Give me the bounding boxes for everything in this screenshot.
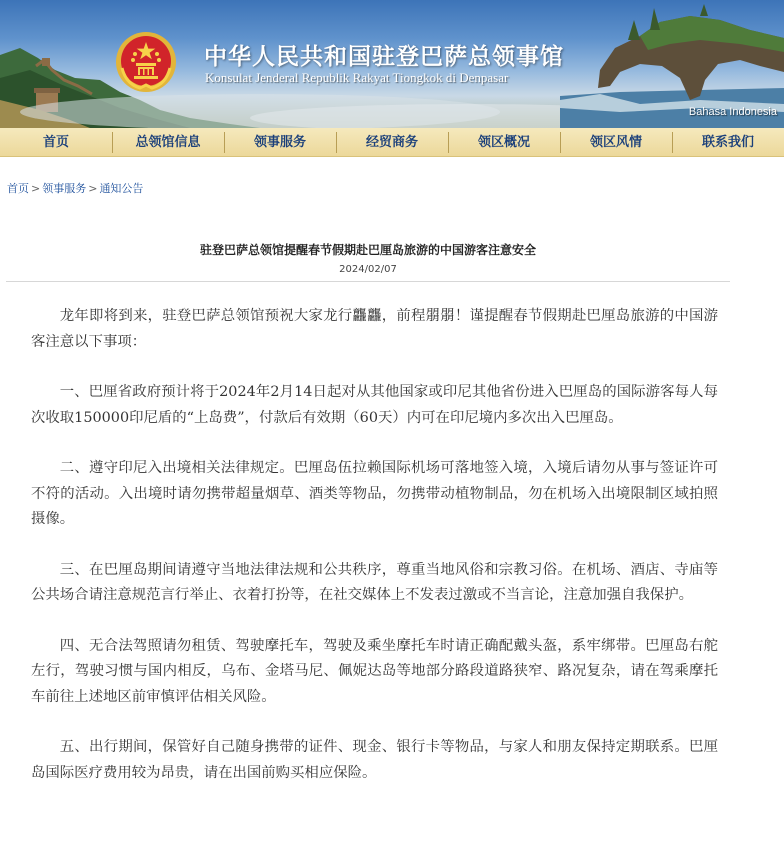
breadcrumb-home[interactable]: 首页: [7, 182, 29, 195]
breadcrumb: [7, 180, 143, 196]
header-banner: [0, 0, 784, 128]
nav-item-economy-trade[interactable]: 经贸商务: [336, 128, 448, 156]
nav-item-district-culture[interactable]: 领区风情: [560, 128, 672, 156]
article-paragraph: 二、遵守印尼入出境相关法律规定。巴厘岛伍拉赖国际机场可落地签入境，入境后请勿从事与签证许可不符的活动。入出境时请勿携带超量烟草、酒类等物品，勿携带动植物制品，勿在机场入出境限制区域拍照摄像。: [31, 460, 718, 527]
breadcrumb-separator: >: [88, 182, 98, 195]
breadcrumb-notices[interactable]: 通知公告: [99, 182, 144, 195]
main-nav: [0, 128, 784, 157]
article-paragraph: 四、无合法驾照请勿租赁、驾驶摩托车，驾驶及乘坐摩托车时请正确配戴头盔，系牢绑带。巴厘岛右舵左行，驾驶习惯与国内相反，乌布、金塔马尼、佩妮达岛等地部分路段道路狭窄、路况复杂，请在驾乘摩托车前往上述地区前审慎评估相关风险。: [31, 637, 718, 705]
title-divider: [6, 281, 730, 282]
article-title: 驻登巴萨总领馆提醒春节假期赴巴厘岛旅游的中国游客注意安全: [199, 243, 536, 257]
nav-item-district-overview[interactable]: 领区概况: [448, 128, 560, 156]
article-paragraph: 三、在巴厘岛期间请遵守当地法律法规和公共秩序，尊重当地风俗和宗教习俗。在机场、酒店、寺庙等公共场合请注意规范言行举止、衣着打扮等，在社交媒体上不发表过激或不当言论，注意加强自我保护。: [31, 561, 718, 603]
consulate-title-indonesian: Konsulat Jenderal Republik Rakyat Tiongkok di Denpasar: [205, 70, 509, 85]
national-emblem-icon: [114, 30, 178, 94]
article-paragraph: 龙年即将到来，驻登巴萨总领馆预祝大家龙行龘龘，前程朤朤！谨提醒春节假期赴巴厘岛旅游的中国游客注意以下事项：: [31, 308, 718, 350]
nav-item-consular-services[interactable]: 领事服务: [224, 128, 336, 156]
article-paragraph: 五、出行期间，保管好自己随身携带的证件、现金、银行卡等物品，与家人和朋友保持定期联系。巴厘岛国际医疗费用较为昂贵，请在出国前购买相应保险。: [31, 739, 718, 781]
article-body: [31, 304, 718, 811]
nav-item-contact-us[interactable]: 联系我们: [672, 128, 784, 156]
article-paragraph: 一、巴厘省政府预计将于2024年2月14日起对从其他国家或印尼其他省份进入巴厘岛的国际游客每人每次收取150000印尼盾的“上岛费”，付款后有效期（60天）内可在印尼境内多次出入巴厘岛。: [31, 384, 718, 426]
nav-item-home[interactable]: 首页: [42, 135, 69, 150]
breadcrumb-consular-services[interactable]: 领事服务: [42, 182, 87, 195]
article-date: 2024/02/07: [339, 264, 397, 275]
language-switch-link[interactable]: Bahasa Indonesia: [688, 106, 777, 118]
consulate-title-chinese: 中华人民共和国驻登巴萨总领事馆: [204, 44, 564, 70]
breadcrumb-separator: >: [31, 182, 41, 195]
nav-item-consulate-info[interactable]: 总领馆信息: [112, 128, 224, 156]
